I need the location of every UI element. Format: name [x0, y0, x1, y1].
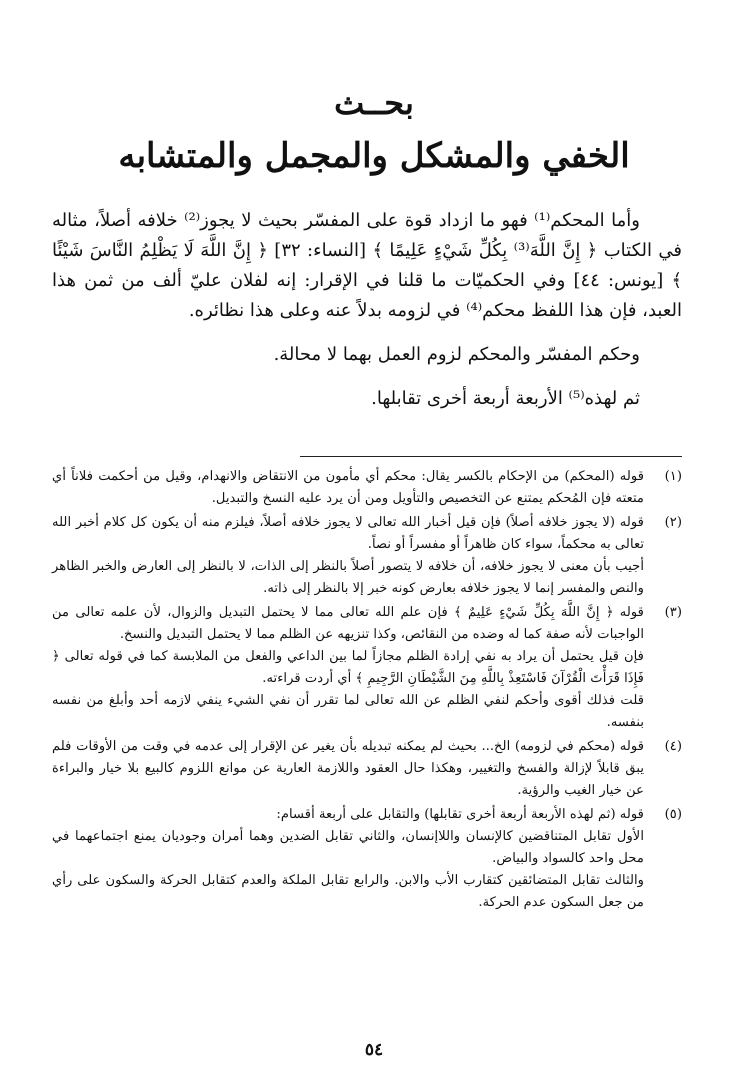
footnote-text: أجيب بأن معنى لا يجوز خلافه، أن خلافه لا يتصور أصلاً بالنظر إلى الذات، لا بالنظر إلى العارض والخبر الظاهر والنص والمفسر إنما لا يجوز خلافه بعارض كونه خبر إلا بالنظر إلى ذاته. — [52, 559, 644, 596]
footnote-text: قلت فذلك أقوى وأحكم لنفي الظلم عن الله تعالى لما تقرر أن نفي الشيء ينفي لازمه أحد وأبلغ من نفسه بنفسه. — [52, 693, 644, 730]
footnote-number: (١) — [664, 469, 682, 484]
footnote-separator — [300, 456, 682, 457]
footnote-body — [52, 736, 644, 802]
footnote-body — [52, 804, 644, 914]
footnote-1 — [52, 466, 682, 510]
footnote-text: قوله (محكم في لزومه) الخ... بحيث لم يمكنه تبديله بأن يغير عن الإقرار إلى عدمه في وقت من الأوقات فلم يبق قابلاً لإزالة والفسخ والتغيير، وهكذا حال العقود واللازمة العارية عن موانع اللزوم كالبيع بلا خيار والبراءة عن خيار الغيب والرؤية. — [52, 739, 644, 798]
page-number: ٥٤ — [364, 1040, 384, 1060]
footnote-text: قوله (ثم لهذه الأربعة أربعة أخرى تقابلها) والتقابل على أربعة أقسام: — [276, 807, 644, 822]
footnote-text: قوله (المحكم) من الإحكام بالكسر يقال: محكم أي مأمون من الانتقاض والانهدام، وقيل من أحكمت فلاناً أي متعته فإن المُحكم يمتنع عن التخصيص والتأويل ومن أن يرد عليه النسخ والتبديل. — [52, 469, 644, 506]
footnote-body — [52, 602, 644, 734]
footnote-4 — [52, 736, 682, 802]
footnote-text: قوله ﴿ إِنَّ اللَّهَ بِكُلِّ شَيْءٍ عَلِيمٌ ﴾ فإن علم الله تعالى مما لا يحتمل التبديل والزوال، لأن علمه تعالى من الواجبات لأنه صفة كما له وضده من النقائص، وكذا تنزيهه عن الظلم مما لا يحتمل التبديل والنسخ. — [52, 605, 644, 642]
footnote-body — [52, 512, 644, 600]
footnote-number: (٥) — [664, 807, 682, 822]
footnote-number: (٤) — [664, 739, 682, 754]
main-paragraph-3: ثم لهذه⁽⁵⁾ الأربعة أربعة أخرى تقابلها. — [371, 388, 640, 409]
footnote-2 — [52, 512, 682, 600]
footnote-number: (٣) — [664, 605, 682, 620]
footnote-text: والثالث تقابل المتضائقين كتقارب الأب والابن. والرابع تقابل الملكة والعدم كتقابل الحركة والسكون على رأي من جعل السكون عدم الحركة. — [52, 873, 644, 910]
footnote-text: فإن قيل يحتمل أن يراد به نفي إرادة الظلم مجازاً لما بين الداعي والفعل من الملابسة كما في قوله تعالى ﴿ فَإِذَا قَرَأْتَ الْقُرْآنَ فَاسْتَعِذْ بِاللَّهِ مِنَ الشَّيْطَانِ الرَّجِيمِ ﴾ أي أردت قراءته. — [52, 649, 644, 686]
main-paragraph-2: وحكم المفسّر والمحكم لزوم العمل بهما لا محالة. — [273, 344, 640, 365]
footnotes — [52, 466, 682, 916]
section-heading: بحــث — [334, 84, 414, 122]
footnote-body — [52, 466, 644, 510]
footnote-text: الأول تقابل المتناقضين كالإنسان واللاإنسان، والثاني تقابل الضدين وهما أمران وجوديان يمنع اجتماعهما في محل واحد كالسواد والبياض. — [52, 829, 644, 866]
footnote-5 — [52, 804, 682, 914]
footnote-number: (٢) — [664, 515, 682, 530]
main-text — [52, 206, 682, 414]
footnote-text: قوله (لا يجوز خلافه أصلاً) فإن قيل أخبار الله تعالى لا يجوز خلافه أصلاً، فيلزم منه أن يكون كل كلام أخبر الله تعالى به محكماً، سواء كان ظاهراً أو مفسراً أو نصاً. — [52, 515, 644, 552]
section-title: الخفي والمشكل والمجمل والمتشابه — [118, 136, 630, 176]
main-paragraph-1: وأما المحكم⁽¹⁾ فهو ما ازداد قوة على المفسّر بحيث لا يجوز⁽²⁾ خلافه أصلاً، مثاله في الكتاب ﴿ إِنَّ اللَّهَ⁽³⁾ بِكُلِّ شَيْءٍ عَلِيمًا ﴾ [النساء: ٣٢] ﴿ إِنَّ اللَّهَ لَا يَظْلِمُ النَّاسَ شَيْئًا ﴾ [يونس: ٤٤] وفي الحكميّات ما قلنا في الإقرار: إنه لفلان عليّ ألف من ثمن هذا العبد، فإن هذا اللفظ محكم⁽⁴⁾ في لزومه بدلاً عنه وعلى هذا نظائره. — [52, 210, 682, 321]
footnote-3 — [52, 602, 682, 734]
